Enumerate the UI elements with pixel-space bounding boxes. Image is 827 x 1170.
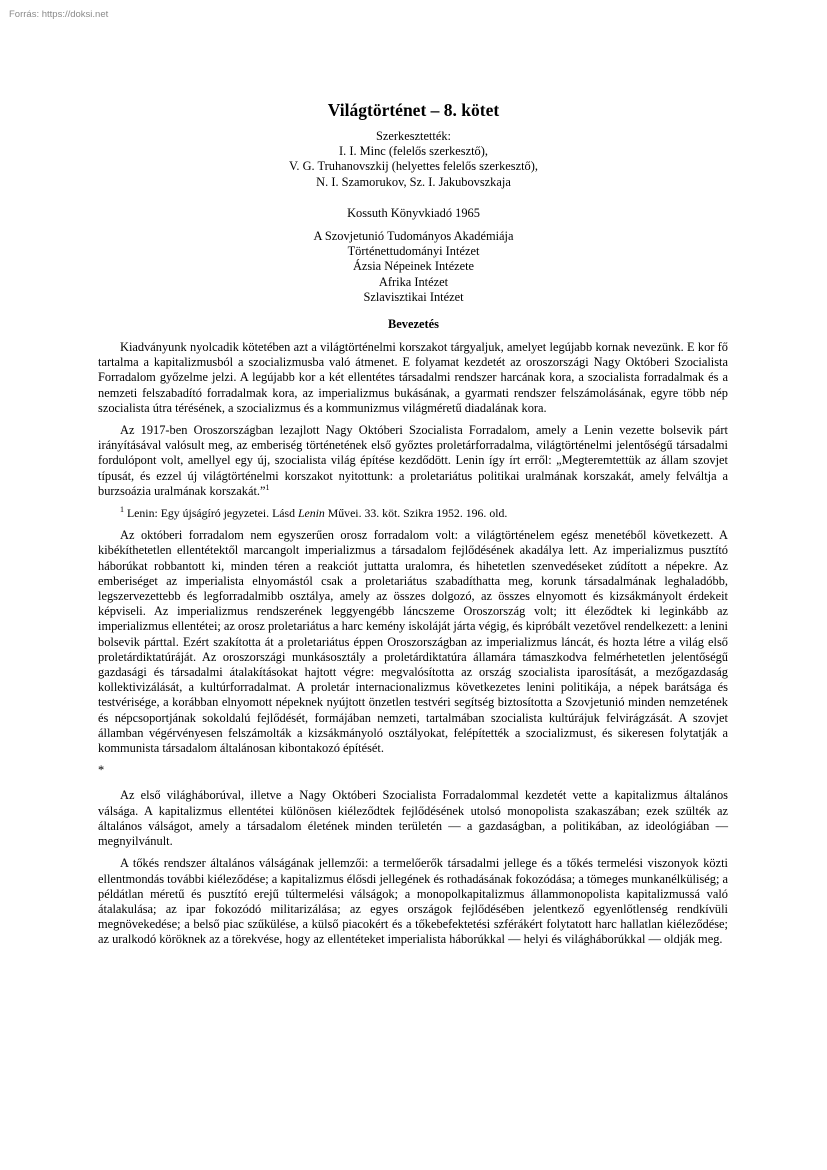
footnote-text-italic: Lenin <box>297 506 325 521</box>
section-separator: * <box>98 763 105 778</box>
paragraph-2 <box>98 423 728 499</box>
editors-label: Szerkesztették: <box>376 129 451 143</box>
institution-line: Történettudományi Intézet <box>347 244 480 259</box>
page-title: Világtörténet – 8. kötet <box>327 100 500 120</box>
editors-block <box>0 129 827 190</box>
footnote-mark: 1 <box>120 505 124 515</box>
institution-line: Szlavisztikai Intézet <box>363 289 464 304</box>
footnote-text-b: Művei. 33. köt. Szikra 1952. 196. old. <box>324 506 508 521</box>
editor-line: N. I. Szamorukov, Sz. I. Jakubovszkaja <box>316 174 511 189</box>
paragraph-4: Az első világháborúval, illetve a Nagy Októberi Szocialista Forradalommal kezdetét vette a kapitalizmus általános válsága. A kapitalizmus ellentétei különösen kiéleződtek fejlődésének utolsó monopolista szakaszában; ezek szülték az általános válságot, amely a társadalom életének minden területén — a gazdaságban, a politikában, az ideológiában — megnyilvánult. <box>98 788 728 849</box>
source-label: Forrás: https://doksi.net <box>9 9 109 20</box>
institution-line: A Szovjetunió Tudományos Akadémiája <box>313 229 514 243</box>
editor-line: V. G. Truhanovszkij (helyettes felelős szerkesztő), <box>289 159 538 174</box>
footnote <box>98 506 728 521</box>
editor-line: I. I. Minc (felelős szerkesztő), <box>339 144 488 159</box>
footnote-ref: 1 <box>265 482 270 492</box>
paragraph-2-text: Az 1917-ben Oroszországban lezajlott Nagy Októberi Szocialista Forradalom, amely a Lenin vezette bolsevik párt irányításával valósult meg, az emberiség történetének első győztes proletárforradalma, világtörténelmi jelentőségű társadalmi fordulópont volt, amellyel egy új, szocialista világ építése kezdődött. Lenin így írt erről: „Megteremtettük az állam szovjet típusát, és ezzel új világtörténelmi korszakot nyitottunk: a proletariátus politikai uralmának korszakát, amely felváltja a burzsoázia uralmának korszakát.” <box>98 423 728 498</box>
paragraph-1: Kiadványunk nyolcadik kötetében azt a világtörténelmi korszakot tárgyaljuk, amelyet legújabb kornak nevezünk. E kor fő tartalma a kapitalizmusból a szocializmusba való átmenet. E folyamat kezdetét az oroszországi Nagy Októberi Szocialista Forradalom győzelme jelzi. A legújabb kor a két ellentétes társadalmi rendszer harcának kora, a szocialista forradalmak és a nemzeti felszabadító forradalmak kora, az imperializmus bukásának, a gyarmati rendszer felszámolásának, egyre több nép szocialista útra térésének, a szocializmus és a kommunizmus világméretű diadalának kora. <box>98 340 728 415</box>
institution-line: Afrika Intézet <box>378 274 449 289</box>
section-heading: Bevezetés <box>388 317 439 331</box>
institution-line: Ázsia Népeinek Intézete <box>352 259 475 274</box>
body-text <box>98 340 728 955</box>
publisher: Kossuth Könyvkiadó 1965 <box>347 206 480 220</box>
publisher-block <box>0 206 827 221</box>
paragraph-5: A tőkés rendszer általános válságának jellemzői: a termelőerők társadalmi jellege és a tőkés termelési viszonyok közti ellentmondás további kiéleződése; a kapitalizmus élősdi jellegének és rothadásának fokozódása; a tömeges munkanélküliség; a példátlan méretű és pusztító erejű túltermelési válságok; a monopolkapitalizmus állammonopolista kapitalizmussá való átalakulása; az ipar fokozódó militarizálása; az egyes országok fejlődésében jelentkező egyenlőtlenség rendkívüli megnövekedése; a belső piac szűkülése, a külső piacokért és a tőkebefektetési szférákért folytatott harc hallatlan kiéleződése; az uralkodó köröknek az a törekvése, hogy az ellentéteket imperialista háborúkkal — helyi és világháborúkkal — oldják meg. <box>98 856 728 947</box>
paragraph-3: Az októberi forradalom nem egyszerűen orosz forradalom volt: a világtörténelem egész menetéből következett. A kibékíthetetlen ellentétektől marcangolt imperializmus a társadalom fejlődésének akadálya lett. Az imperializmus pusztító háborúkat robbantott ki, minden téren a reakciót juttatta uralomra, és hihetetlen szenvedéseket zúdított a népekre. Az emberiséget az imperialista elnyomástól csak a proletariátus szabadíthatta meg, korunk társadalmának leghaladóbb, legszervezettebb és legforradalmibb osztálya, amely az összes dolgozó, az összes elnyomott és kizsákmányolt érdekeit képviseli. Az imperializmus rendszerének leggyengébb láncszeme Oroszország volt; itt éleződtek ki leginkább az imperializmus ellentétei; az orosz proletariátus a harc kemény iskoláját járta végig, és kipróbált vezetővel rendelkezett: a lenini bolsevik párttal. Ezért szakította át a proletariátus éppen Oroszországban az imperializmus láncát, és hozta létre a világ első proletárdiktatúráját. Az oroszországi munkásosztály a proletárdiktatúra államára támaszkodva felmérhetetlen jelentőségű gazdasági és társadalmi átalakításokat hajtott végre: megvalósította az ország szocialista iparosítását, a mezőgazdaság kollektivizálását, a kultúrforradalmat. A proletár internacionalizmus következetes lenini politikája, a népek barátsága és testvérisége, a korábban elnyomott népeknek nyújtott önzetlen testvéri segítség biztosította a Szovjetunió minden nemzetének és népcsoportjának sokoldalú fejlődését, formájában nemzeti, tartalmában szocialista kultúrájuk felvirágzását. A szovjet államban végérvényesen felszámolták a kizsákmányoló osztályokat, felépítették a szocializmust, és sikeresen folytatják a kommunista társadalom általánosan kibontakozó építését. <box>98 528 728 756</box>
institutions-block <box>0 229 827 305</box>
footnote-text-a: Lenin: Egy újságíró jegyzetei. Lásd <box>124 506 298 521</box>
